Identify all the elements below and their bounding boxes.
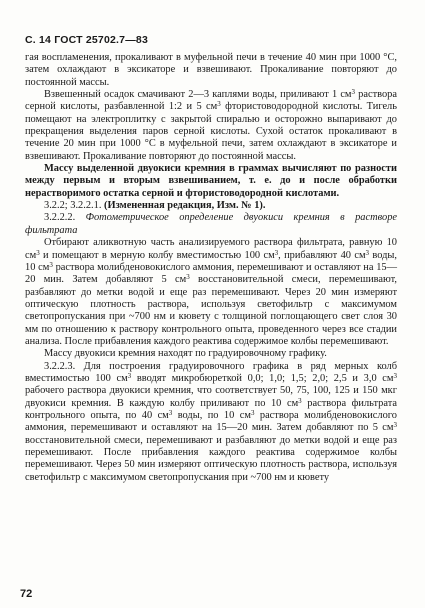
paragraph-3: Массу выделенной двуокиси кремния в граммах вычисляют по разности между первым и вторым взвешиванием, т. е. до и после обработки нерастворимого остатка серной и фтористоводородной кислотами. xyxy=(25,163,397,199)
page-number: 72 xyxy=(20,588,33,600)
paragraph-7: Массу двуокиси кремния находят по градуировочному графику. xyxy=(44,348,327,360)
amendment-note: (Измененная редакция, Изм. № 1). xyxy=(104,200,266,212)
paragraph-4: 3.2.2; 3.2.2.1. (Измененная редакция, Изм. № 1). xyxy=(44,200,266,212)
section-title: Фотометрическое определение двуокиси кремния в растворе фильтрата xyxy=(25,212,397,236)
paragraph-8: 3.2.2.3. Для построения градуировочного графика в ряд мерных колб вместимостью 100 $см^3$ вводят микробюреткой 0,0; 1,0; 1,5; 2,0; 2,5 и 3,0 $см^3$ рабочего раствора двуокиси кремния, что соответствует 50, 75, 100, 125 и 150 мкг двуокиси кремния. В каждую колбу приливают по 10 $см^3$ раствора фильтрата контрольного опыта, по 40 $см^3$ воды, по 10 $см^3$ раствора молибденовокислого аммония, перемешивают и оставляют на 15—20 мин. Затем добавляют по 5 $см^3$ восстановительной смеси, перемешивают и разбавляют до метки водой и еще раз перемешивают. После прибавления каждого реактива содержимое колбы перемешивают. Через 50 мин измеряют оптическую плотность раствора, используя светофильтр с максимумом светопропускания при ~700 нм и кювету xyxy=(25,360,397,483)
page-body xyxy=(25,52,397,484)
paragraph-1: гая воспламенения, прокаливают в муфельной печи в течение 40 мин при 1000 °С, затем охлаждают в эксикаторе и взвешивают. Прокаливание повторяют до постоянной массы. xyxy=(25,52,397,88)
page-header: С. 14 ГОСТ 25702.7—83 xyxy=(25,34,148,46)
paragraph-6: Отбирают аликвотную часть анализируемого раствора фильтрата, равную 10 $см^3$ и помещают в мерную колбу вместимостью 100 $см^3$, прибавляют 40 $см^3$ воды, 10 $см^3$ раствора молибденовокислого аммония, перемешивают и оставляют на 15—20 мин. Затем добавляют 5 $см^3$ восстановительной смеси, перемешивают, разбавляют до метки водой и еще раз перемешивают. Через 20 мин измеряют оптическую плотность раствора, используя светофильтр с максимумом светопропускания при ~700 нм и кювету с толщиной поглощающего свет слоя 30 мм по отношению к раствору контрольного опыта, проведенного через все стадии анализа. После прибавления каждого реактива содержимое колбы перемешивают. xyxy=(25,237,397,347)
paragraph-2: Взвешенный осадок смачивают 2—3 каплями воды, приливают 1 $см^3$ раствора серной кислоты, разбавленной 1:2 и 5 $см^3$ фтористоводородной кислоты. Тигель помещают на электроплитку с закрытой спиралью и осторожно выпаривают до прекращения выделения паров серной кислоты. Сухой остаток прокаливают в течение 20 мин при 1000 °С в муфельной печи, затем охлаждают в эксикаторе и взвешивают. Прокаливание повторяют до постоянной массы. xyxy=(25,88,397,162)
paragraph-5-section-heading: 3.2.2.2. Фотометрическое определение двуокиси кремния в растворе фильтрата xyxy=(25,212,397,236)
